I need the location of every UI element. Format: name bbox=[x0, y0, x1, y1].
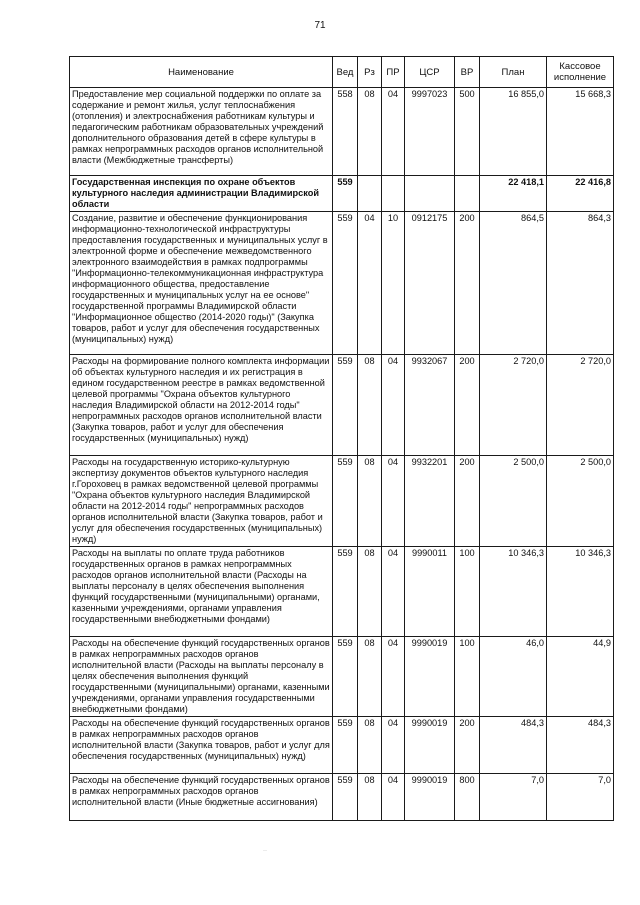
row-ved: 559 bbox=[333, 176, 358, 212]
row-plan: 46,0 bbox=[480, 637, 547, 717]
row-ved: 559 bbox=[333, 456, 358, 547]
row-rz: 08 bbox=[358, 456, 382, 547]
table-row bbox=[70, 456, 614, 547]
page-number: 71 bbox=[314, 20, 326, 31]
row-cash: 15 668,3 bbox=[547, 88, 614, 176]
table-row-section bbox=[70, 176, 614, 212]
row-name: Государственная инспекция по охране объектов культурного наследия администрации Владимирской области bbox=[70, 176, 333, 212]
row-pr: 04 bbox=[382, 456, 405, 547]
row-rz: 08 bbox=[358, 717, 382, 774]
row-name: Предоставление мер социальной поддержки по оплате за содержание и ремонт жилья, услуг теплоснабжения (отопления) и электроснабжения работникам культуры и педагогическим работникам образовательных учреждений дополнительного образования детей в сфере культуры в рамках непрограммных расходов органов исполнительной власти (Межбюджетные трансферты) bbox=[70, 88, 333, 176]
table-row bbox=[70, 547, 614, 637]
row-csr: 9997023 bbox=[405, 88, 455, 176]
row-pr: 04 bbox=[382, 88, 405, 176]
row-csr: 9990019 bbox=[405, 774, 455, 821]
table-row bbox=[70, 774, 614, 821]
row-ved: 559 bbox=[333, 355, 358, 456]
header-csr: ЦСР bbox=[405, 57, 455, 88]
scan-mark: ·· bbox=[263, 848, 267, 854]
row-vr: 500 bbox=[455, 88, 480, 176]
row-pr: 04 bbox=[382, 637, 405, 717]
table-row bbox=[70, 88, 614, 176]
row-vr: 800 bbox=[455, 774, 480, 821]
header-rz: Рз bbox=[358, 57, 382, 88]
row-cash: 22 416,8 bbox=[547, 176, 614, 212]
row-plan: 2 720,0 bbox=[480, 355, 547, 456]
row-csr bbox=[405, 176, 455, 212]
row-rz: 04 bbox=[358, 212, 382, 355]
table-row bbox=[70, 637, 614, 717]
header-ved: Вед bbox=[333, 57, 358, 88]
row-csr: 9990011 bbox=[405, 547, 455, 637]
row-cash: 484,3 bbox=[547, 717, 614, 774]
row-ved: 559 bbox=[333, 717, 358, 774]
row-plan: 10 346,3 bbox=[480, 547, 547, 637]
row-pr: 10 bbox=[382, 212, 405, 355]
row-plan: 22 418,1 bbox=[480, 176, 547, 212]
row-vr: 200 bbox=[455, 456, 480, 547]
row-rz: 08 bbox=[358, 547, 382, 637]
row-plan: 484,3 bbox=[480, 717, 547, 774]
row-cash: 864,3 bbox=[547, 212, 614, 355]
header-cash: Кассовое исполнение bbox=[547, 57, 614, 88]
row-rz: 08 bbox=[358, 88, 382, 176]
row-cash: 7,0 bbox=[547, 774, 614, 821]
row-name: Расходы на выплаты по оплате труда работников государственных органов в рамках непрограммных расходов органов исполнительной власти (Расходы на выплаты персоналу в целях обеспечения выполнения функций государственными (муниципальными) органами, казенными учреждениями, органами управления государственными внебюджетными фондами) bbox=[70, 547, 333, 637]
row-rz: 08 bbox=[358, 355, 382, 456]
row-csr: 0912175 bbox=[405, 212, 455, 355]
row-name: Расходы на обеспечение функций государственных органов в рамках непрограммных расходов органов исполнительной власти (Иные бюджетные ассигнования) bbox=[70, 774, 333, 821]
row-ved: 558 bbox=[333, 88, 358, 176]
header-pr: ПР bbox=[382, 57, 405, 88]
row-rz bbox=[358, 176, 382, 212]
table-row bbox=[70, 717, 614, 774]
row-ved: 559 bbox=[333, 637, 358, 717]
row-csr: 9932067 bbox=[405, 355, 455, 456]
row-plan: 7,0 bbox=[480, 774, 547, 821]
row-vr: 200 bbox=[455, 355, 480, 456]
header-name: Наименование bbox=[70, 57, 333, 88]
header-plan: План bbox=[480, 57, 547, 88]
budget-table bbox=[69, 56, 614, 821]
header-row bbox=[70, 57, 614, 88]
table-row bbox=[70, 212, 614, 355]
row-plan: 864,5 bbox=[480, 212, 547, 355]
table-row bbox=[70, 355, 614, 456]
row-pr: 04 bbox=[382, 355, 405, 456]
row-name: Создание, развитие и обеспечение функционирования информационно-технологической инфраструктуры предоставления государственных и муниципальных услуг в электронной форме и обеспечение межведомственного электронного взаимодействия в рамках подпрограммы "Информационно-телекоммуникационная инфраструктура информационного общества, предоставление государственных и муниципальных услуг на ее основе" государственной программы Владимирской области "Информационное общество (2014-2020 годы)" (Закупка товаров, работ и услуг для обеспечения государственных (муниципальных) нужд) bbox=[70, 212, 333, 355]
row-csr: 9990019 bbox=[405, 637, 455, 717]
row-csr: 9932201 bbox=[405, 456, 455, 547]
row-pr bbox=[382, 176, 405, 212]
row-ved: 559 bbox=[333, 547, 358, 637]
row-vr: 200 bbox=[455, 212, 480, 355]
row-ved: 559 bbox=[333, 212, 358, 355]
row-vr: 100 bbox=[455, 547, 480, 637]
row-cash: 2 720,0 bbox=[547, 355, 614, 456]
row-vr: 200 bbox=[455, 717, 480, 774]
row-rz: 08 bbox=[358, 637, 382, 717]
row-pr: 04 bbox=[382, 547, 405, 637]
row-cash: 44,9 bbox=[547, 637, 614, 717]
row-pr: 04 bbox=[382, 774, 405, 821]
row-cash: 2 500,0 bbox=[547, 456, 614, 547]
row-vr: 100 bbox=[455, 637, 480, 717]
row-ved: 559 bbox=[333, 774, 358, 821]
header-vr: ВР bbox=[455, 57, 480, 88]
row-plan: 2 500,0 bbox=[480, 456, 547, 547]
row-csr: 9990019 bbox=[405, 717, 455, 774]
row-vr bbox=[455, 176, 480, 212]
row-name: Расходы на государственную историко-культурную экспертизу документов объектов культурного наследия г.Гороховец в рамках ведомственной целевой программы "Охрана объектов культурного наследия Владимирской области на 2012-2014 годы" непрограммных расходов органов исполнительной власти (Закупка товаров, работ и услуг для обеспечения государственных (муниципальных) нужд) bbox=[70, 456, 333, 547]
row-rz: 08 bbox=[358, 774, 382, 821]
row-name: Расходы на обеспечение функций государственных органов в рамках непрограммных расходов органов исполнительной власти (Расходы на выплаты персоналу в целях обеспечения выполнения функций государственными (муниципальными) органами, казенными учреждениями, органами управления государственными внебюджетными фондами) bbox=[70, 637, 333, 717]
row-pr: 04 bbox=[382, 717, 405, 774]
row-name: Расходы на обеспечение функций государственных органов в рамках непрограммных расходов органов исполнительной власти (Закупка товаров, работ и услуг для обеспечения государственных (муниципальных) нужд) bbox=[70, 717, 333, 774]
row-plan: 16 855,0 bbox=[480, 88, 547, 176]
row-name: Расходы на формирование полного комплекта информации об объектах культурного наследия и их регистрация в едином государственном реестре в рамках ведомственной целевой программы "Охрана объектов культурного наследия Владимирской области на 2012-2014 годы" непрограммных расходов органов исполнительной власти (Закупка товаров, работ и услуг для обеспечения государственных (муниципальных) нужд) bbox=[70, 355, 333, 456]
row-cash: 10 346,3 bbox=[547, 547, 614, 637]
